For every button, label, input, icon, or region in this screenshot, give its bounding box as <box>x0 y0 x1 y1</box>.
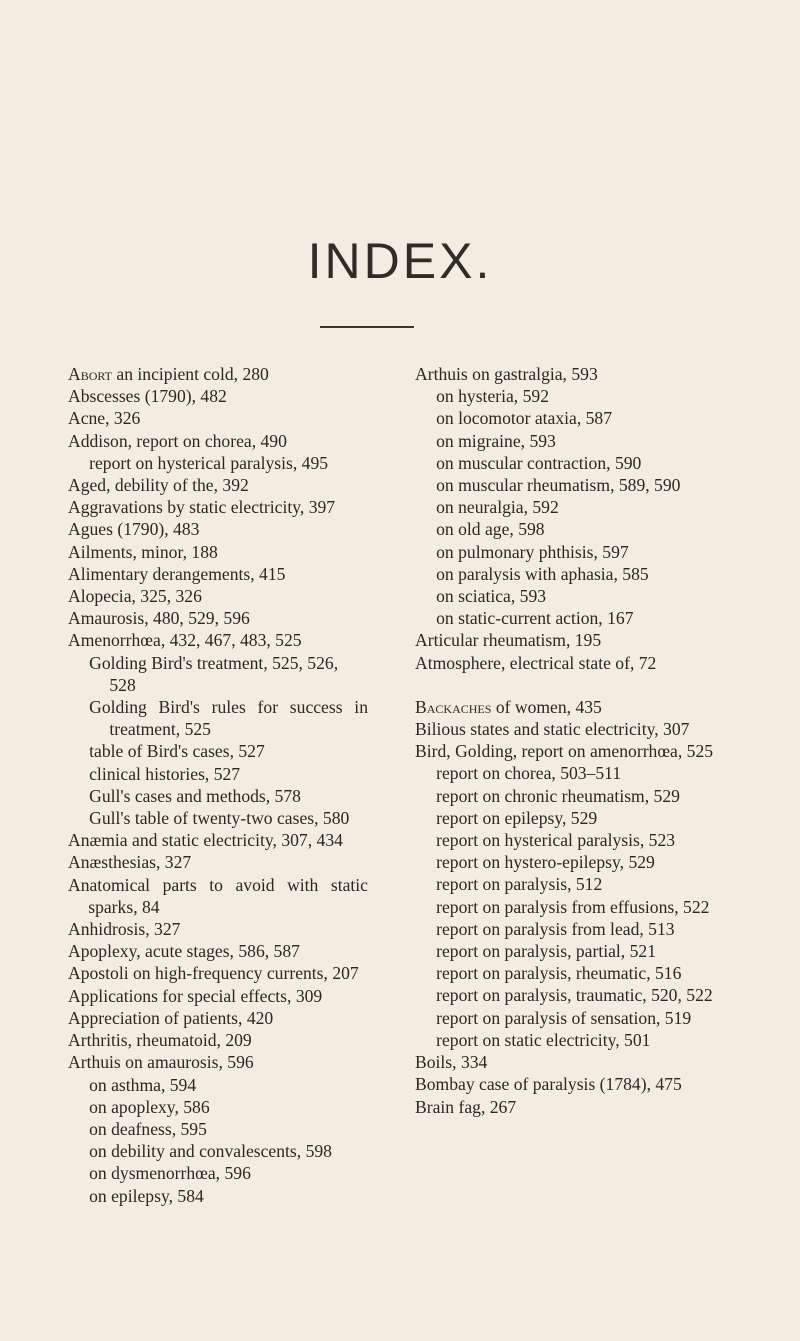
entry-text: report on paralysis, 512 <box>436 874 603 895</box>
index-column-right <box>415 363 727 1118</box>
index-entry <box>415 740 727 762</box>
entry-text: Abscesses (1790), 482 <box>68 386 227 407</box>
entry-text: on muscular contraction, 590 <box>436 452 642 473</box>
entry-text: Golding Bird's rules for success in treatment, 525 <box>89 697 368 740</box>
entry-text: on neuralgia, 592 <box>436 497 559 518</box>
index-entry <box>68 1051 368 1073</box>
index-entry <box>68 1074 368 1096</box>
index-entry <box>415 407 727 429</box>
entry-text: on hysteria, 592 <box>436 386 549 407</box>
entry-text: Apoplexy, acute stages, 586, 587 <box>68 941 300 962</box>
index-entry <box>68 652 368 696</box>
index-entry <box>68 363 368 385</box>
entry-text: Anæsthesias, 327 <box>68 852 192 873</box>
entry-text: on paralysis with aphasia, 585 <box>436 563 649 584</box>
index-entry <box>68 1185 368 1207</box>
index-entry <box>68 874 368 918</box>
entry-lead-word: Abort <box>68 364 112 384</box>
index-entry <box>68 452 368 474</box>
index-entry <box>68 940 368 962</box>
index-entry <box>415 1029 727 1051</box>
index-entry <box>68 518 368 540</box>
entry-text: Amenorrhœa, 432, 467, 483, 525 <box>68 630 302 651</box>
index-entry <box>415 496 727 518</box>
entry-text: on debility and convalescents, 598 <box>89 1141 332 1162</box>
entry-text: report on paralysis from effusions, 522 <box>436 896 710 917</box>
index-entry <box>68 918 368 940</box>
index-entry <box>68 785 368 807</box>
entry-text: Anæmia and static electricity, 307, 434 <box>68 830 343 851</box>
index-entry <box>68 1162 368 1184</box>
index-entry <box>415 629 727 651</box>
entry-text: Applications for special effects, 309 <box>68 985 323 1006</box>
title-rule <box>320 326 414 328</box>
index-entry <box>68 629 368 651</box>
index-entry <box>415 829 727 851</box>
entry-text: Addison, report on chorea, 490 <box>68 430 287 451</box>
index-entry <box>415 940 727 962</box>
index-entry <box>415 851 727 873</box>
index-entry <box>415 430 727 452</box>
entry-text: Atmosphere, electrical state of, 72 <box>415 652 657 673</box>
index-entry <box>415 474 727 496</box>
index-entry <box>68 585 368 607</box>
index-entry <box>415 785 727 807</box>
index-entry <box>68 740 368 762</box>
entry-text: Agues (1790), 483 <box>68 519 200 540</box>
entry-text: report on paralysis from lead, 513 <box>436 918 675 939</box>
entry-text: report on hysterical paralysis, 523 <box>436 830 676 851</box>
entry-text: on apoplexy, 586 <box>89 1096 210 1117</box>
index-entry <box>68 385 368 407</box>
entry-text: report on hysterical paralysis, 495 <box>89 452 329 473</box>
index-entry <box>68 474 368 496</box>
index-entry <box>415 896 727 918</box>
index-entry <box>68 541 368 563</box>
index-entry <box>68 985 368 1007</box>
entry-text: table of Bird's cases, 527 <box>89 741 265 762</box>
entry-text: Arthuis on amaurosis, 596 <box>68 1052 254 1073</box>
index-entry <box>68 496 368 518</box>
index-entry <box>68 851 368 873</box>
index-entry <box>415 696 727 718</box>
index-entry <box>68 962 368 984</box>
entry-text: Alopecia, 325, 326 <box>68 586 202 607</box>
entry-text: on dysmenorrhœa, 596 <box>89 1163 251 1184</box>
entry-text: on sciatica, 593 <box>436 586 547 607</box>
entry-text: Alimentary derangements, 415 <box>68 563 286 584</box>
index-entry <box>415 1096 727 1118</box>
entry-text: report on chorea, 503–511 <box>436 763 622 784</box>
entry-text: Bombay case of paralysis (1784), 475 <box>415 1074 682 1095</box>
entry-lead-word: Backaches <box>415 696 492 717</box>
entry-text: Boils, 334 <box>415 1052 488 1073</box>
entry-text: Aged, debility of the, 392 <box>68 475 249 496</box>
entry-text: report on hystero-epilepsy, 529 <box>436 852 655 873</box>
entry-text: Arthritis, rheumatoid, 209 <box>68 1030 252 1051</box>
index-entry <box>68 1007 368 1029</box>
index-entry <box>415 363 727 385</box>
entry-text: report on chronic rheumatism, 529 <box>436 785 680 806</box>
index-entry <box>68 807 368 829</box>
entry-text: Golding Bird's treatment, 525, 526, 528 <box>89 652 339 695</box>
index-entry <box>415 385 727 407</box>
entry-text: on static-current action, 167 <box>436 608 634 629</box>
index-entry <box>68 1118 368 1140</box>
entry-text: Anhidrosis, 327 <box>68 919 181 940</box>
index-entry <box>68 607 368 629</box>
index-entry <box>415 652 727 674</box>
index-entry <box>68 1140 368 1162</box>
entry-text: Anatomical parts to avoid with static sparks, 84 <box>68 874 368 917</box>
entry-text: on asthma, 594 <box>89 1074 197 1095</box>
entry-text: clinical histories, 527 <box>89 763 241 784</box>
entry-text: Gull's table of twenty-two cases, 580 <box>89 808 350 829</box>
index-entry <box>415 718 727 740</box>
index-entry <box>68 1096 368 1118</box>
entry-text: on migraine, 593 <box>436 430 556 451</box>
index-entry <box>415 1051 727 1073</box>
index-entry <box>415 563 727 585</box>
index-entry <box>68 430 368 452</box>
entry-text: on pulmonary phthisis, 597 <box>436 541 629 562</box>
index-entry <box>68 563 368 585</box>
entry-text: Appreciation of patients, 420 <box>68 1007 274 1028</box>
entry-text: report on paralysis, partial, 521 <box>436 941 656 962</box>
index-entry <box>415 518 727 540</box>
entry-text: Articular rheumatism, 195 <box>415 630 602 651</box>
entry-text: report on paralysis, rheumatic, 516 <box>436 963 682 984</box>
index-entry <box>415 585 727 607</box>
entry-text: Brain fag, 267 <box>415 1096 517 1117</box>
index-entry <box>68 829 368 851</box>
entry-text: on old age, 598 <box>436 519 545 540</box>
index-entry <box>415 1073 727 1095</box>
entry-text: Bilious states and static electricity, 307 <box>415 719 690 740</box>
index-entry <box>68 1029 368 1051</box>
index-entry <box>415 918 727 940</box>
page-title: INDEX. <box>307 233 493 289</box>
entry-text: Bird, Golding, report on amenorrhœa, 525 <box>415 741 714 762</box>
entry-text: on muscular rheumatism, 589, 590 <box>436 475 681 496</box>
index-entry <box>68 696 368 740</box>
index-entry <box>68 407 368 429</box>
index-column-left <box>68 363 368 1207</box>
entry-text: Acne, 326 <box>68 408 141 429</box>
entry-text: report on paralysis of sensation, 519 <box>436 1007 692 1028</box>
entry-text: report on static electricity, 501 <box>436 1029 651 1050</box>
index-entry <box>415 541 727 563</box>
entry-text: an incipient cold, 280 <box>112 364 269 384</box>
entry-text: on deafness, 595 <box>89 1118 207 1139</box>
entry-text: report on paralysis, traumatic, 520, 522 <box>436 985 713 1006</box>
entry-text: Ailments, minor, 188 <box>68 541 218 562</box>
entry-text: report on epilepsy, 529 <box>436 807 598 828</box>
entry-text: on epilepsy, 584 <box>89 1185 204 1206</box>
index-entry <box>415 1007 727 1029</box>
index-entry <box>68 763 368 785</box>
index-entry <box>415 984 727 1006</box>
index-entry <box>415 962 727 984</box>
entry-text: Amaurosis, 480, 529, 596 <box>68 608 250 629</box>
entry-text: Gull's cases and methods, 578 <box>89 785 301 806</box>
entry-text: Apostoli on high-frequency currents, 207 <box>68 963 359 984</box>
index-entry <box>415 873 727 895</box>
index-entry <box>415 807 727 829</box>
entry-text: on locomotor ataxia, 587 <box>436 408 613 429</box>
index-entry <box>415 607 727 629</box>
entry-text: Arthuis on gastralgia, 593 <box>415 364 598 384</box>
entry-text: Aggravations by static electricity, 397 <box>68 497 336 518</box>
entry-text: of women, 435 <box>491 696 602 717</box>
index-entry <box>415 452 727 474</box>
index-entry <box>415 762 727 784</box>
